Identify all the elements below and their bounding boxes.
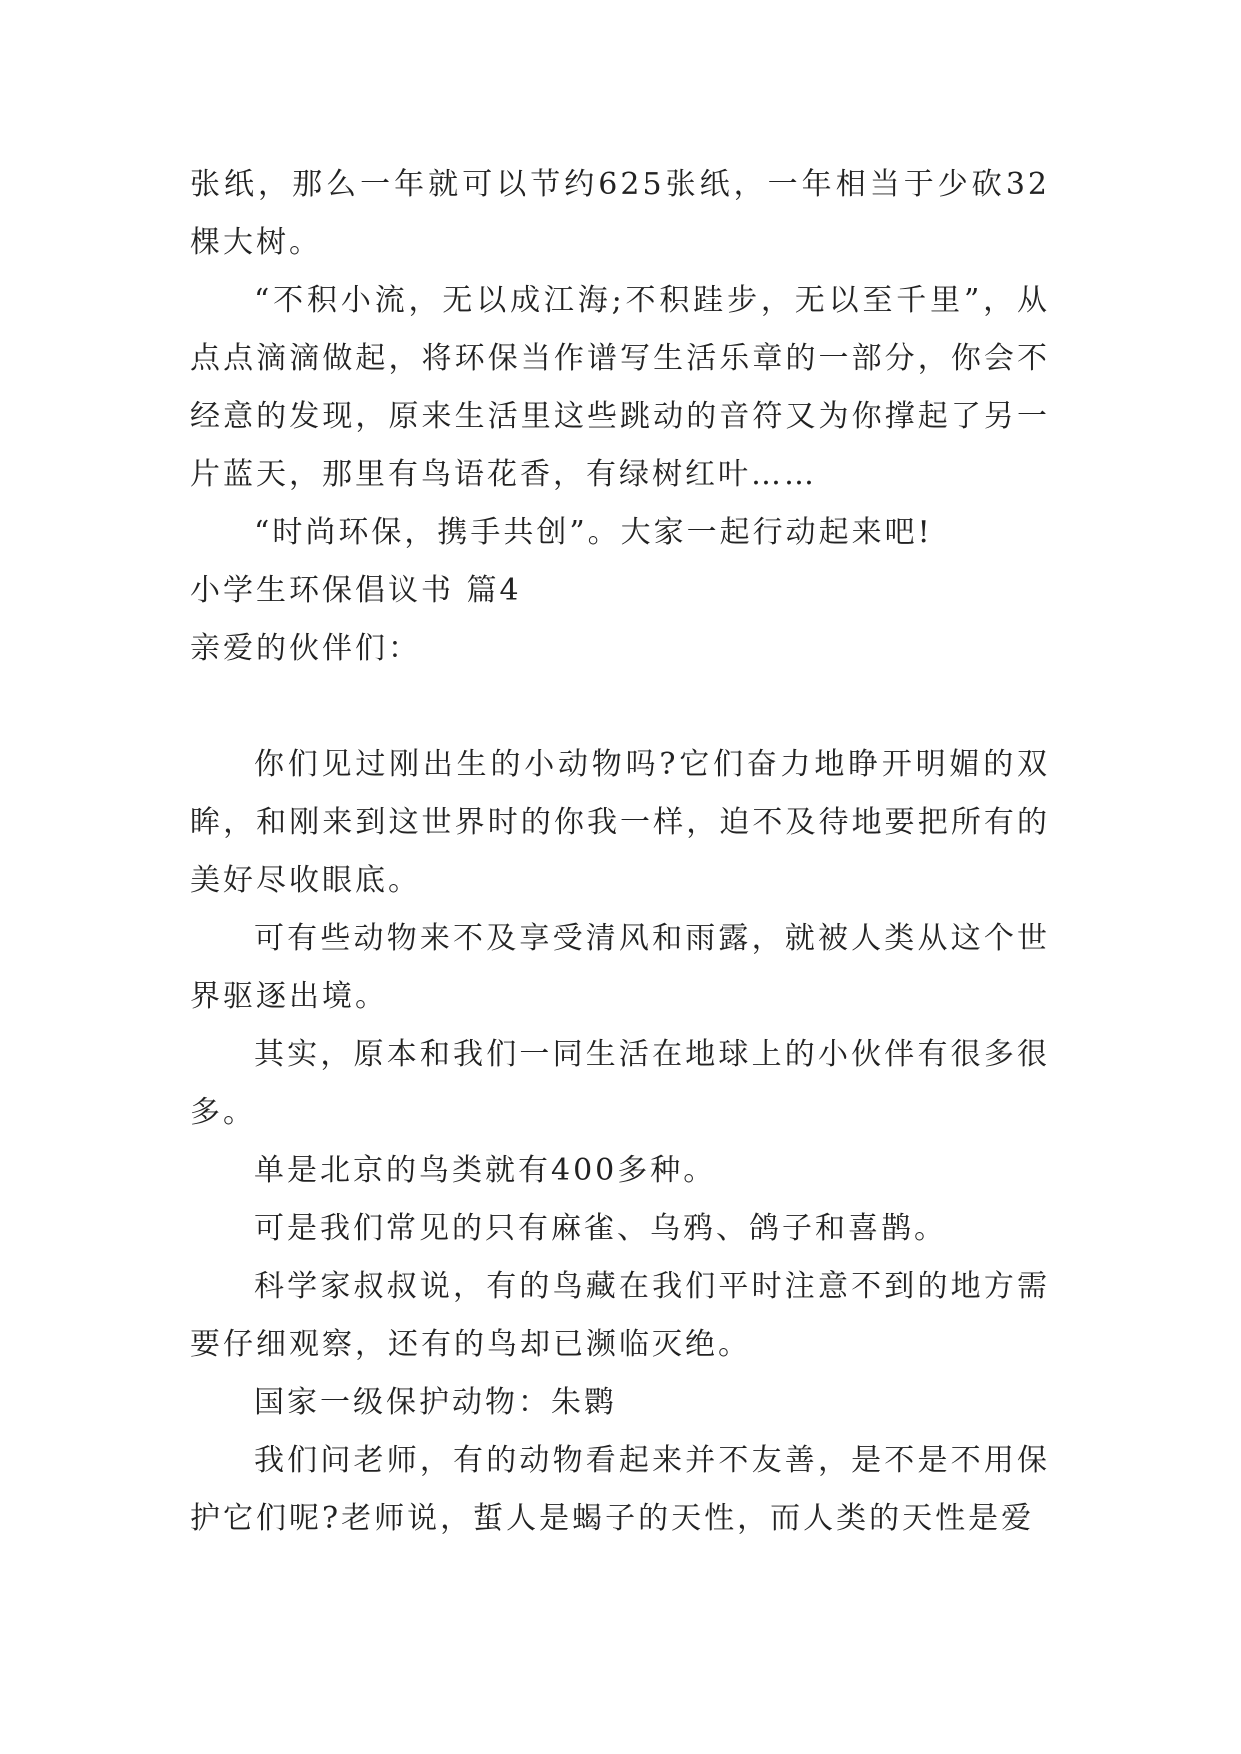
paragraph: 国家一级保护动物：朱鹮	[254, 1385, 617, 1420]
paragraph: 单是北京的鸟类就有400多种。	[254, 1153, 717, 1188]
paragraph: 其实，原本和我们一同生活在地球上的小伙伴有很多很多。	[190, 1037, 1050, 1130]
paragraph: 你们见过刚出生的小动物吗?它们奋力地睁开明媚的双眸，和刚来到这世界时的你我一样，迫不及待地要把所有的美好尽收眼底。	[190, 747, 1050, 898]
document-body	[190, 156, 1050, 1548]
paragraph: “不积小流，无以成江海;不积跬步，无以至千里”，从点点滴滴做起，将环保当作谱写生活乐章的一部分，你会不经意的发现，原来生活里这些跳动的音符又为你撑起了另一片蓝天，那里有鸟语花香，有绿树红叶……	[190, 283, 1050, 492]
paragraph: 可有些动物来不及享受清风和雨露，就被人类从这个世界驱逐出境。	[190, 921, 1050, 1014]
blank-line	[190, 678, 1050, 736]
paragraph: 我们问老师，有的动物看起来并不友善，是不是不用保护它们呢?老师说，蜇人是蝎子的天性，而人类的天性是爱	[190, 1443, 1050, 1536]
paragraph: 张纸，那么一年就可以节约625张纸，一年相当于少砍32棵大树。	[190, 167, 1050, 260]
salutation: 亲爱的伙伴们：	[190, 631, 421, 666]
paragraph: 科学家叔叔说，有的鸟藏在我们平时注意不到的地方需要仔细观察，还有的鸟却已濒临灭绝。	[190, 1269, 1050, 1362]
paragraph: 可是我们常见的只有麻雀、乌鸦、鸽子和喜鹊。	[254, 1211, 947, 1246]
section-heading: 小学生环保倡议书 篇4	[190, 573, 522, 608]
paragraph: “时尚环保，携手共创”。大家一起行动起来吧!	[254, 515, 933, 550]
